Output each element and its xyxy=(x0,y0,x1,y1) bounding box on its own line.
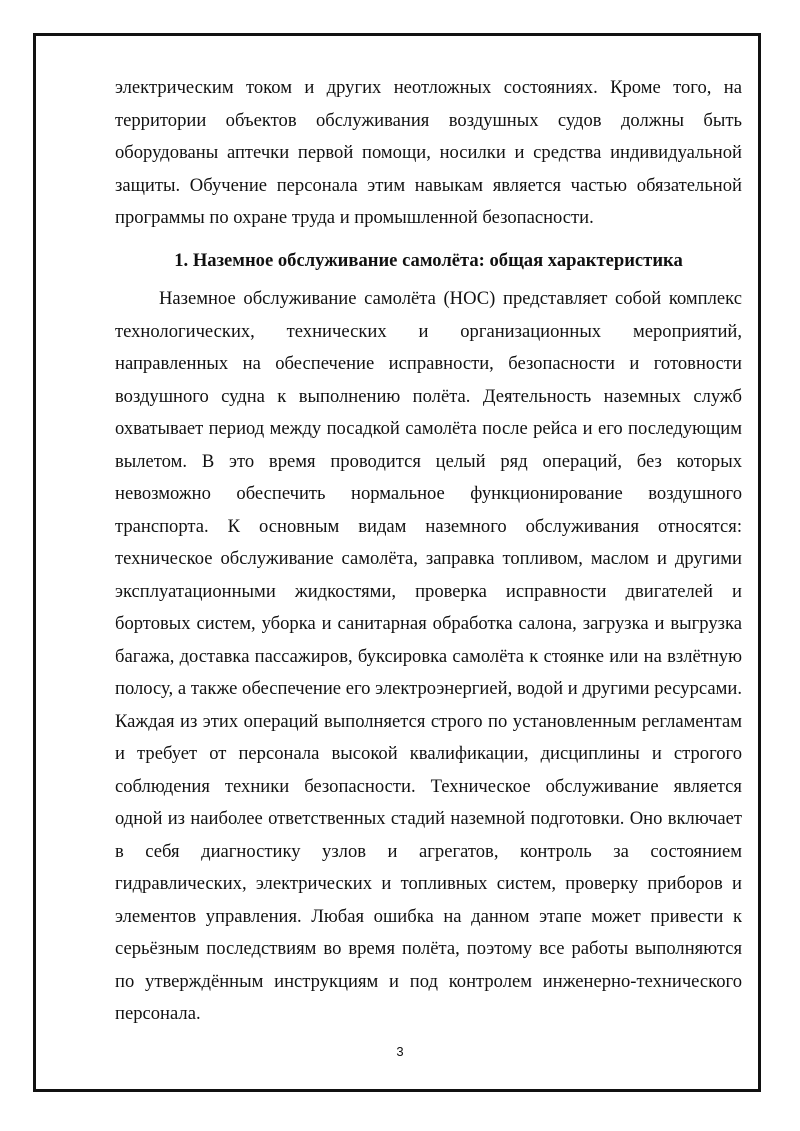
page-number: 3 xyxy=(396,1044,404,1059)
paragraph-continuation: электрическим током и других неотложных состояниях. Кроме того, на территории объектов обслуживания воздушных судов должны быть оборудованы аптечки первой помощи, носилки и средства индивидуальной защиты. Обучение персонала этим навыкам является частью обязательной программы по охране труда и промышленной безопасности. xyxy=(115,77,742,228)
section-heading: 1. Наземное обслуживание самолёта: общая характеристика xyxy=(174,249,683,271)
paragraph-main: Наземное обслуживание самолёта (НОС) представляет собой комплекс технологических, технических и организационных мероприятий, направленных на обеспечение исправности, безопасности и готовности воздушного судна к выполнению полёта. Деятельность наземных служб охватывает период между посадкой самолёта после рейса и его последующим вылетом. В это время проводится целый ряд операций, без которых невозможно обеспечить нормальное функционирование воздушного транспорта. К основным видам наземного обслуживания относятся: техническое обслуживание самолёта, заправка топливом, маслом и другими эксплуатационными жидкостями, проверка исправности двигателей и бортовых систем, уборка и санитарная обработка салона, загрузка и выгрузка багажа, доставка пассажиров, буксировка самолёта к стоянке или на взлётную полосу, а также обеспечение его электроэнергией, водой и другими ресурсами. Каждая из этих операций выполняется строго по установленным регламентам и требует от персонала высокой квалификации, дисциплины и строгого соблюдения техники безопасности. Техническое обслуживание является одной из наиболее ответственных стадий наземной подготовки. Оно включает в себя диагностику узлов и агрегатов, контроль за состоянием гидравлических, электрических и топливных систем, проверку приборов и элементов управления. Любая ошибка на данном этапе может привести к серьёзным последствиям во время полёта, поэтому все работы выполняются по утверждённым инструкциям и под контролем инженерно-технического персонала. xyxy=(115,288,742,1024)
document-body xyxy=(115,72,742,1031)
